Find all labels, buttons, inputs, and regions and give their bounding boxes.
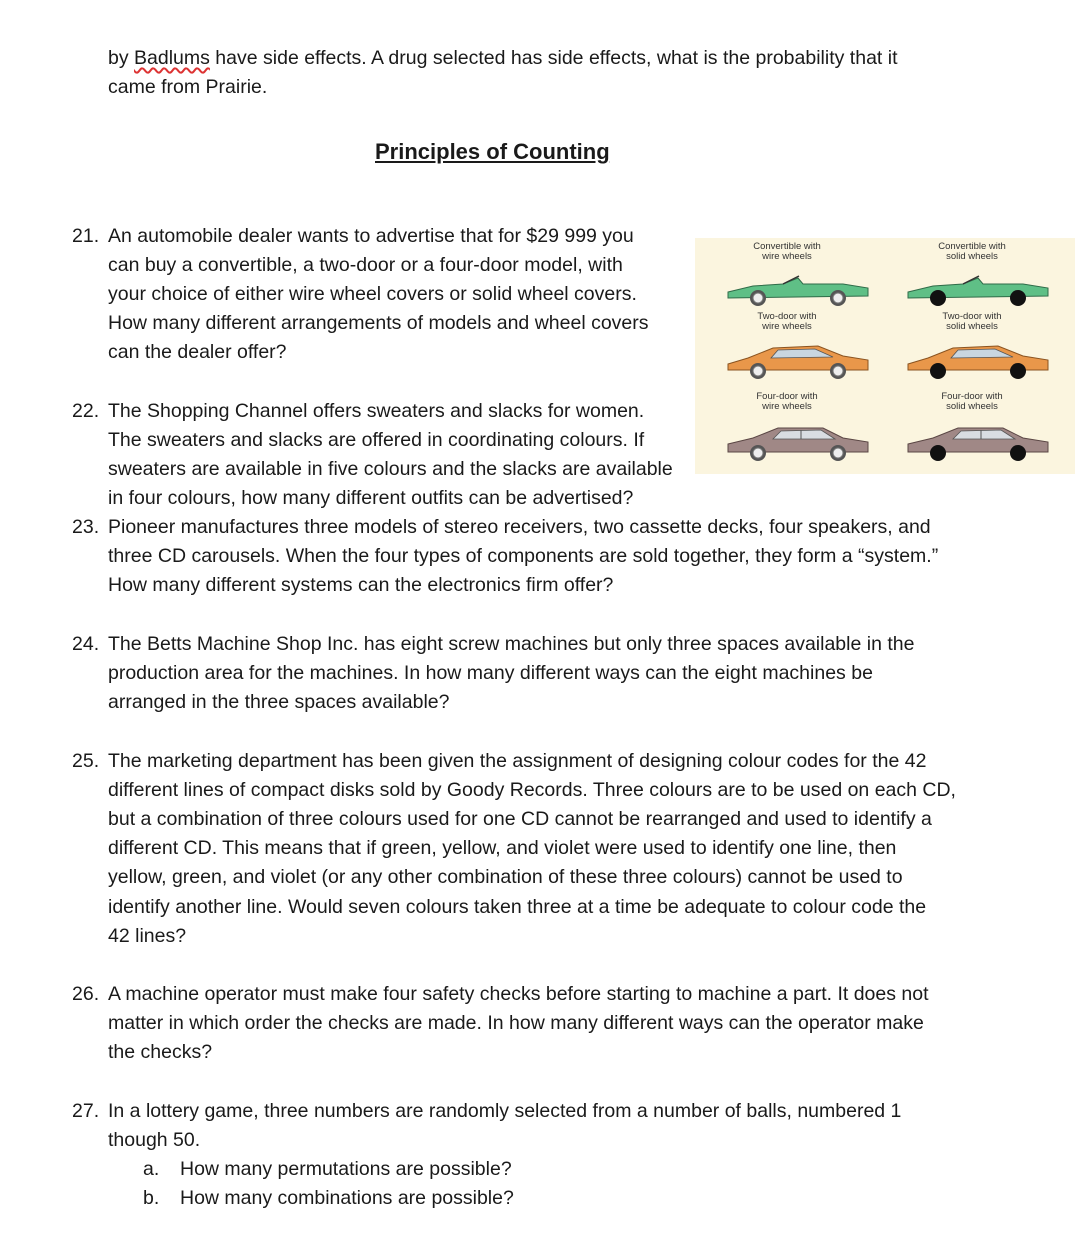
intro-line-2: came from Prairie.	[108, 76, 268, 98]
question-21-line: your choice of either wire wheel covers or solid wheel covers.	[108, 283, 637, 305]
question-23-number: 23.	[72, 516, 100, 538]
question-24-line: arranged in the three spaces available?	[108, 691, 450, 713]
question-27-line: though 50.	[108, 1129, 201, 1151]
caption-convertible-wire: Convertible with wire wheels	[753, 241, 821, 262]
question-27-line: In a lottery game, three numbers are randomly selected from a number of balls, numbered 1	[108, 1100, 902, 1122]
question-27-part-label: b.	[143, 1187, 160, 1209]
question-21-number: 21.	[72, 225, 100, 247]
question-22-line: The sweaters and slacks are offered in coordinating colours. If	[108, 429, 645, 451]
question-21-line: How many different arrangements of models and wheel covers	[108, 312, 649, 334]
question-21-line: An automobile dealer wants to advertise that for $29 999 you	[108, 225, 634, 247]
question-27-part-text: How many combinations are possible?	[180, 1187, 514, 1209]
question-21-line: can the dealer offer?	[108, 341, 287, 363]
question-25-line: 42 lines?	[108, 925, 187, 947]
question-26-line: A machine operator must make four safety checks before starting to machine a part. It does not	[108, 983, 929, 1005]
question-25-line: The marketing department has been given the assignment of designing colour codes for the 42	[108, 750, 927, 772]
question-25-number: 25.	[72, 750, 100, 772]
misspelled-word[interactable]: Badlums	[134, 47, 210, 69]
question-23-line: Pioneer manufactures three models of stereo receivers, two cassette decks, four speakers, and	[108, 516, 931, 538]
question-23-line: three CD carousels. When the four types of components are sold together, they form a “system.”	[108, 545, 939, 567]
caption-convertible-solid: Convertible with solid wheels	[938, 241, 1006, 262]
caption-two-door-solid: Two-door with solid wheels	[942, 311, 1002, 332]
question-22-line: The Shopping Channel offers sweaters and slacks for women.	[108, 400, 645, 422]
caption-four-door-wire: Four-door with wire wheels	[756, 391, 818, 412]
question-22-line: sweaters are available in five colours and the slacks are available	[108, 458, 673, 480]
intro-line-1: by Badlums have side effects. A drug selected has side effects, what is the probability that it	[108, 47, 898, 69]
question-22-line: in four colours, how many different outfits can be advertised?	[108, 487, 634, 509]
question-26-line: matter in which order the checks are made. In how many different ways can the operator make	[108, 1012, 924, 1034]
caption-four-door-solid: Four-door with solid wheels	[941, 391, 1003, 412]
two-door-wire-wheels-image	[723, 338, 873, 383]
question-21-line: can buy a convertible, a two-door or a four-door model, with	[108, 254, 623, 276]
question-25-line: yellow, green, and violet (or any other combination of these three colours) cannot be used to	[108, 866, 903, 888]
question-25-line: different CD. This means that if green, yellow, and violet were used to identify one line, then	[108, 837, 897, 859]
question-25-line: identify another line. Would seven colours taken three at a time be adequate to colour code the	[108, 896, 927, 918]
question-24-line: production area for the machines. In how many different ways can the eight machines be	[108, 662, 873, 684]
caption-two-door-wire: Two-door with wire wheels	[757, 311, 817, 332]
question-25-line: but a combination of three colours used for one CD cannot be rearranged and used to identify a	[108, 808, 932, 830]
question-27-number: 27.	[72, 1100, 100, 1122]
four-door-solid-wheels-image	[903, 420, 1053, 465]
convertible-solid-wheels-image	[903, 270, 1053, 310]
question-25-line: different lines of compact disks sold by Goody Records. Three colours are to be used on each CD,	[108, 779, 956, 801]
question-26-number: 26.	[72, 983, 100, 1005]
four-door-wire-wheels-image	[723, 420, 873, 465]
question-22-number: 22.	[72, 400, 100, 422]
question-26-line: the checks?	[108, 1041, 213, 1063]
section-title: Principles of Counting	[375, 139, 610, 164]
convertible-wire-wheels-image	[723, 270, 873, 310]
question-27-part-text: How many permutations are possible?	[180, 1158, 512, 1180]
question-24-line: The Betts Machine Shop Inc. has eight screw machines but only three spaces available in the	[108, 633, 915, 655]
question-27-part-label: a.	[143, 1158, 160, 1180]
question-23-line: How many different systems can the electronics firm offer?	[108, 574, 614, 596]
question-24-number: 24.	[72, 633, 100, 655]
car-options-figure	[695, 238, 1075, 474]
two-door-solid-wheels-image	[903, 338, 1053, 383]
